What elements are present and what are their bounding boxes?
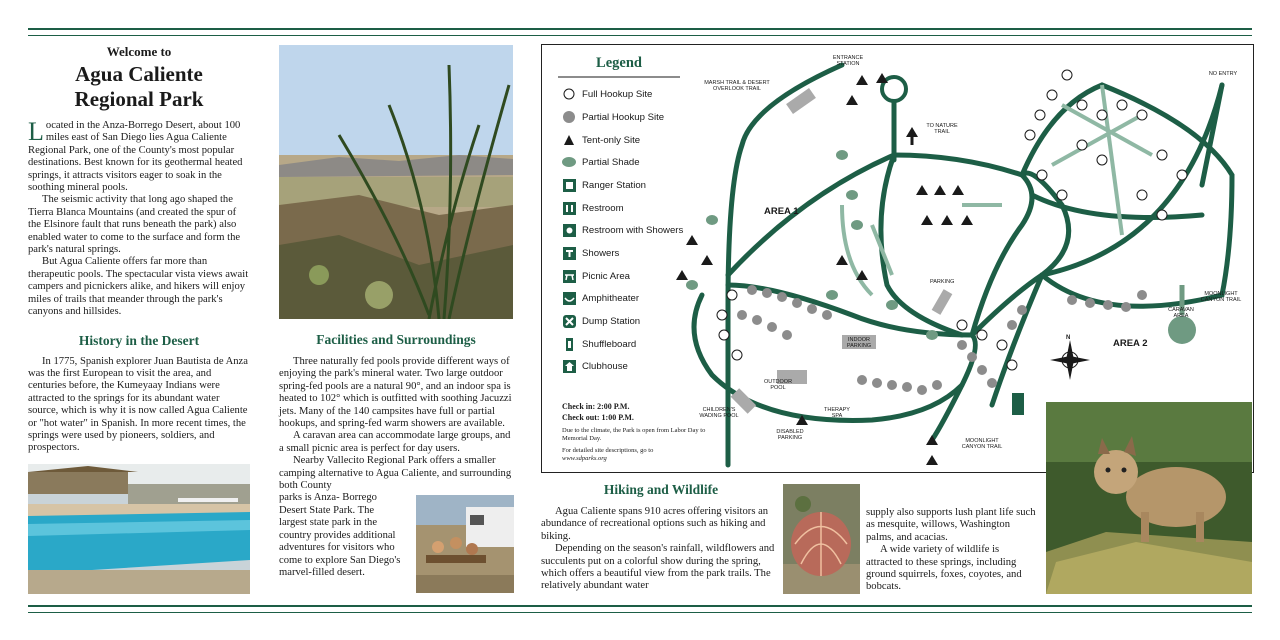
season-note: Due to the climate, the Park is open from Labor Day to Memorial Day. <box>562 427 706 442</box>
legend-picnic: Picnic Area <box>562 269 630 283</box>
hiking-heading: Hiking and Wildlife <box>603 482 719 497</box>
shade-icon <box>562 155 576 169</box>
facilities-paragraph-2: A caravan area can accommodate large groups, and a small picnic area is perfect for day users. <box>279 430 511 454</box>
map-label-moonlight-trail-2: MOONLIGHT CANYON TRAIL <box>1200 291 1242 303</box>
intro-paragraph-2: The seismic activity that long ago shaped the Tierra Blanca Mountains (and created the spur of the Elsinore fault that runs beneath the park) also enabled water to come to the surface and form the park's natural springs. <box>28 194 241 256</box>
restroom-shower-icon <box>562 223 576 237</box>
map-label-parking: PARKING <box>930 279 955 285</box>
hiking-paragraph-3: supply also supports lush plant life such as mesquite, willows, Washington palms, and acacias. <box>866 507 1036 543</box>
map-label-outdoor-pool: OUTDOOR POOL <box>763 379 793 391</box>
legend-restroom-showers: Restroom with Showers <box>562 223 683 237</box>
facilities-paragraph-3b: parks is Anza- Borrego Desert State Park. The largest state park in the country provides additional adventures for visitors who come to explore San Diego's marvel-filled desert. <box>279 492 401 578</box>
history-paragraph: In 1775, Spanish explorer Juan Bautista de Anza was the first European to visit the area, and centuries before, the Kumeyaay Indians were attracted to the springs for its abundant water source, which is why it is now called Agua Caliente or "hot water" in Spanish. In more recent times, the springs were used by pioneers, soldiers, and prospectors. <box>28 355 248 454</box>
hiking-paragraph-4: A wide variety of wildlife is attracted to these springs, including ground squirrels, foxes, coyotes, and bobcats. <box>866 544 1022 593</box>
map-label-caravan: CARAVAN AREA <box>1168 307 1194 319</box>
legend-title: Legend <box>596 55 642 71</box>
shuffleboard-icon <box>562 337 576 351</box>
legend-tent-only: Tent-only Site <box>562 133 640 147</box>
bobcat-photo <box>1046 402 1252 594</box>
legend-amphitheater: Amphitheater <box>562 291 639 305</box>
legend-dump-station: Dump Station <box>562 314 640 328</box>
legend-restroom: Restroom <box>562 201 624 215</box>
facilities-paragraph-3a: Nearby Vallecito Regional Park offers a smaller camping alternative to Agua Caliente, and surrounding both County <box>279 455 512 492</box>
dump-station-icon <box>562 314 576 328</box>
map-label-area1: AREA 1 <box>764 206 799 217</box>
hiking-column <box>541 482 781 593</box>
intro-column <box>28 44 250 455</box>
restroom-icon <box>562 201 576 215</box>
map-label-moonlight-trail-1: MOONLIGHT CANYON TRAIL <box>961 438 1003 450</box>
legend-partial-hookup: Partial Hookup Site <box>562 110 664 124</box>
bottom-rule <box>28 605 1252 613</box>
hiking-paragraph-1: Agua Caliente spans 910 acres offering visitors an abundance of recreational options such as hiking and biking. <box>541 506 769 542</box>
facilities-paragraph-1: Three naturally fed pools provide different ways of enjoying the park's mineral water. Two large outdoor spring-fed pools are a natural 90°, and an indoor spa is heated to 102° which is outfitted with soothing Jacuzzi jets. Many of the 140 campsites have full or partial hookups, and spring-fed warm showers are available. <box>279 356 512 430</box>
compass-n: N <box>1066 335 1071 341</box>
map-label-entrance: ENTRANCE STATION <box>832 55 864 67</box>
pool-photo <box>28 464 250 594</box>
map-label-marsh-trail: MARSH TRAIL & DESERT OVERLOOK TRAIL <box>704 80 770 92</box>
map-label-therapy-spa: THERAPY SPA <box>824 407 850 419</box>
history-heading: History in the Desert <box>78 332 200 348</box>
wildlife-column <box>866 507 1036 594</box>
welcome-text: Welcome to <box>106 44 172 59</box>
shower-icon <box>562 246 576 260</box>
map-label-no-entry: NO ENTRY <box>1208 71 1238 77</box>
picnic-icon <box>562 269 576 283</box>
intro-paragraph-3: But Agua Caliente offers far more than therapeutic pools. The spectacular vista views await campers and picnickers alike, and hikers will enjoy miles of trails that meander through the park's canyons and hillsides. <box>28 256 249 318</box>
checkin-time: Check in: 2:00 P.M. <box>562 402 630 411</box>
campers-photo <box>416 495 514 593</box>
legend-partial-shade: Partial Shade <box>562 155 640 169</box>
map-label-disabled-parking: DISABLED PARKING <box>776 429 804 441</box>
park-title-line1: Agua Caliente <box>75 62 203 86</box>
drop-cap: L <box>28 117 44 146</box>
map-label-area2: AREA 2 <box>1113 338 1148 349</box>
ranger-icon <box>562 178 576 192</box>
legend-clubhouse: Clubhouse <box>562 359 628 373</box>
map-label-nature-trail: TO NATURE TRAIL <box>926 123 958 135</box>
checkout-time: Check out: 1:00 P.M. <box>562 413 634 422</box>
hiking-paragraph-2: Depending on the season's rainfall, wildflowers and succulents put on a colorful show during the spring, which offers a beautiful view from the park trails. The relatively abundant water <box>541 543 775 592</box>
map-label-indoor-parking: INDOOR PARKING <box>846 337 872 349</box>
detail-note: For detailed site descriptions, go to <box>562 447 654 454</box>
website-link[interactable]: www.sdparks.org <box>562 455 607 462</box>
park-title-line2: Regional Park <box>74 87 204 111</box>
legend-full-hookup: Full Hookup Site <box>562 87 652 101</box>
legend-shuffleboard: Shuffleboard <box>562 337 636 351</box>
intro-paragraph-1: ocated in the Anza-Borrego Desert, about 100 miles east of San Diego lies Agua Caliente Regional Park, one of the County's most popular destinations. Best known for its geothermal heated springs, it attracts visitors eager to soak in the soothing mineral pools. <box>28 120 243 194</box>
facilities-heading: Facilities and Surroundings <box>316 332 476 347</box>
legend-ranger-station: Ranger Station <box>562 178 646 192</box>
amphitheater-icon <box>562 291 576 305</box>
top-rule <box>28 28 1252 36</box>
map-label-childrens-pool: CHILDREN'S WADING POOL <box>699 407 739 419</box>
ocotillo-photo <box>279 45 513 319</box>
clubhouse-icon <box>562 359 576 373</box>
barrel-cactus-photo <box>783 484 860 594</box>
legend-showers: Showers <box>562 246 619 260</box>
